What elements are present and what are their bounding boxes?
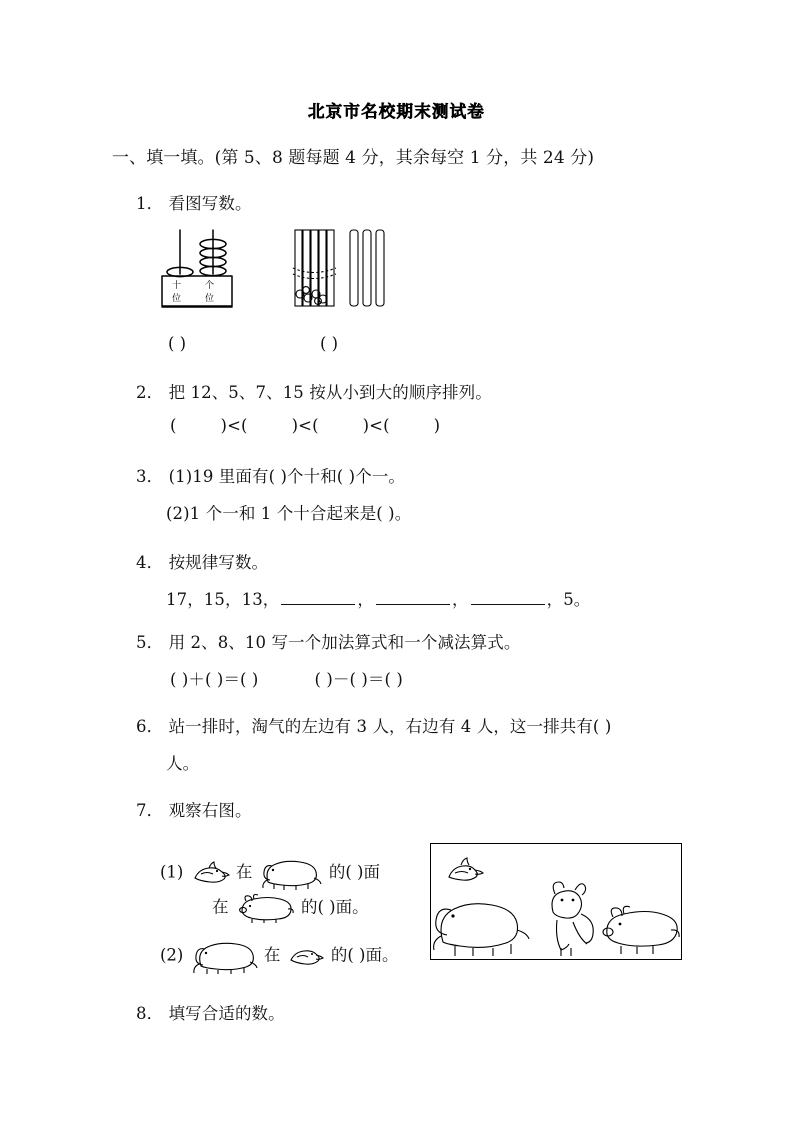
counting-sticks-icon <box>293 230 384 306</box>
question-4-sequence[interactable] <box>166 586 590 610</box>
abacus-icon <box>162 230 232 307</box>
question-5-number: 5． <box>136 633 164 652</box>
section-heading: 一、填一填。(第 5、8 题每题 4 分，其余每空 1 分，共 24 分) <box>112 148 595 168</box>
lt-operator: < <box>369 416 384 435</box>
sequence-separator: ， <box>452 590 469 609</box>
question-7-part-2-text-b[interactable]: 的( )面。 <box>330 945 399 965</box>
sequence-blank[interactable] <box>376 590 450 605</box>
question-3-part-1-text: (1)19 里面有( )个十和( )个一。 <box>168 467 406 486</box>
bird-icon <box>189 860 231 886</box>
question-6-number: 6． <box>136 717 164 736</box>
question-1-text: 看图写数。 <box>168 194 252 213</box>
dog-icon <box>552 882 593 956</box>
lt-operator: < <box>227 416 242 435</box>
question-6-line-2 <box>166 750 199 774</box>
answer-slot[interactable]: ( ) <box>241 416 299 435</box>
question-6-text-line-1: 站一排时，淘气的左边有 3 人，右边有 4 人，这一排共有( ) <box>168 717 612 736</box>
observation-picture-box <box>430 843 682 960</box>
svg-text:个: 个 <box>205 281 215 291</box>
question-7-part-2-label: (2) <box>160 945 184 965</box>
question-1-answer-left[interactable]: ( ) <box>168 334 187 353</box>
lt-operator: < <box>298 416 313 435</box>
svg-text:位: 位 <box>205 294 215 304</box>
question-4-number: 4． <box>136 553 164 572</box>
question-6-line-1 <box>136 713 611 737</box>
question-3-part-2-text: (2)1 个一和 1 个十合起来是( )。 <box>166 504 412 523</box>
question-2-number: 2． <box>136 383 164 402</box>
question-7-number: 7． <box>136 801 164 820</box>
question-8-text: 填写合适的数。 <box>168 1004 285 1023</box>
question-8-prompt <box>136 1000 285 1024</box>
question-2-prompt <box>136 379 492 403</box>
question-7-part-1-text-a: 在 <box>235 862 253 882</box>
question-6-text-line-2: 人。 <box>166 754 200 773</box>
question-3-number: 3． <box>136 467 164 486</box>
question-7-part-1-line-2 <box>212 893 369 923</box>
page-title: 北京市名校期末测试卷 <box>308 102 485 121</box>
pig-icon <box>603 906 679 954</box>
question-4-prompt <box>136 549 268 573</box>
question-2-answer-line[interactable] <box>170 416 440 435</box>
bird-icon <box>449 858 483 880</box>
elephant-icon <box>434 904 529 956</box>
bird-icon <box>286 944 326 968</box>
question-7-part-1-line2-a: 在 <box>212 897 229 917</box>
question-7-part-1-line2-b[interactable]: 的( )面。 <box>301 897 369 917</box>
svg-text:位: 位 <box>172 294 182 304</box>
question-7-part-2-line <box>160 938 399 974</box>
answer-slot[interactable]: ( ) <box>170 416 228 435</box>
pig-icon <box>234 893 296 923</box>
addition-equation[interactable]: ( )＋( )＝( ) <box>170 670 259 689</box>
question-7-part-1-line-1 <box>160 856 380 890</box>
question-1-answer-right[interactable]: ( ) <box>320 334 339 353</box>
question-3-part-2 <box>166 500 411 524</box>
question-7-text: 观察右图。 <box>168 801 252 820</box>
question-7-part-2-text-a: 在 <box>263 945 281 965</box>
question-8-number: 8． <box>136 1004 164 1023</box>
question-4-text: 按规律写数。 <box>168 553 269 572</box>
sequence-suffix: ，5。 <box>546 590 591 609</box>
subtraction-equation[interactable]: ( )－( )＝( ) <box>314 670 403 689</box>
sequence-blank[interactable] <box>471 590 545 605</box>
answer-slot[interactable]: ( ) <box>312 416 370 435</box>
svg-text:十: 十 <box>172 281 182 291</box>
elephant-icon <box>189 938 259 974</box>
question-1-figures <box>160 228 410 328</box>
question-1-number: 1． <box>136 194 164 213</box>
question-5-text: 用 2、8、10 写一个加法算式和一个减法算式。 <box>168 633 521 652</box>
question-7-prompt <box>136 797 252 821</box>
question-3-part-1 <box>136 463 405 487</box>
answer-slot[interactable]: ( ) <box>383 416 441 435</box>
sequence-separator: ， <box>357 590 374 609</box>
sequence-blank[interactable] <box>281 590 355 605</box>
question-5-prompt <box>136 629 520 653</box>
question-2-text: 把 12、5、7、15 按从小到大的顺序排列。 <box>168 383 492 402</box>
question-7-part-1-label: (1) <box>160 862 184 882</box>
question-1-prompt <box>136 190 252 214</box>
question-5-answer-line[interactable] <box>170 666 403 690</box>
sequence-prefix: 17，15，13， <box>166 590 280 609</box>
elephant-icon <box>258 856 324 890</box>
question-7-part-1-text-b[interactable]: 的( )面 <box>328 862 380 882</box>
